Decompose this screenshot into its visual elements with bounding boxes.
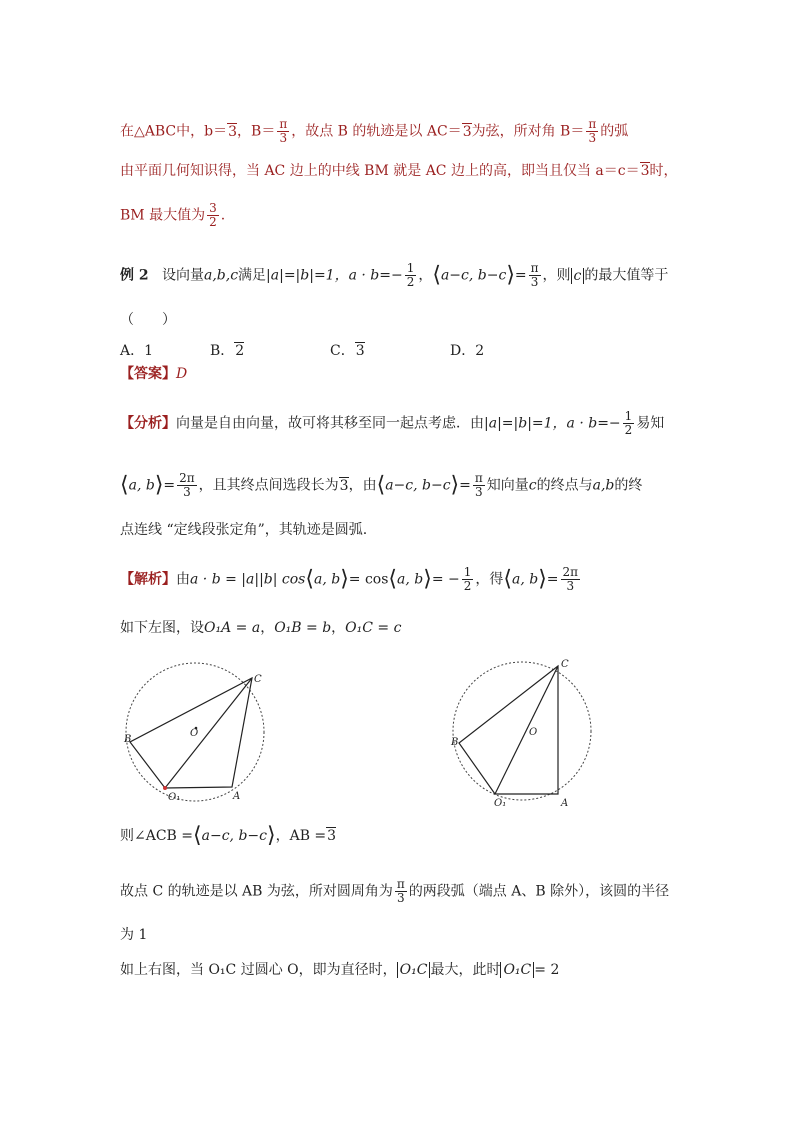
example-text: 设向量 — [161, 267, 204, 284]
frac-num: 1 — [406, 261, 415, 275]
label-c: C — [254, 674, 262, 685]
after-text: 最大，此时 — [430, 962, 501, 978]
solution-line: 【解析】由a · b = |a||b| cos⟨a, b⟩= cos⟨a, b⟩= − $\frac{1}{2}$ ，得⟨a, b⟩= $\frac{2\pi}{3}$ — [120, 565, 579, 593]
intro-line-1 — [120, 118, 628, 145]
vector-ab: a,b — [592, 477, 615, 494]
analysis-text: 易知 — [636, 415, 665, 432]
dot-expr: a · b = |a||b| cos — [190, 571, 306, 588]
intro-line-3 — [120, 202, 225, 229]
sqrt: 3 — [228, 123, 238, 140]
fraction — [473, 472, 485, 499]
setup-line — [120, 618, 401, 638]
intro-text: 时， — [649, 163, 678, 179]
option-label: C． — [330, 343, 355, 359]
frac-den: 3 — [397, 891, 405, 905]
frac-num: π — [474, 471, 483, 485]
option-c[interactable] — [330, 340, 365, 360]
fraction — [405, 262, 417, 289]
option-b[interactable] — [210, 340, 244, 360]
frac-num: 2π — [562, 565, 579, 579]
choice-paren: （ ） — [120, 312, 176, 328]
after-text: ，AB = — [275, 828, 327, 844]
fraction — [462, 566, 474, 593]
equals-neg: = − — [431, 571, 460, 588]
label-b: B — [124, 734, 132, 745]
vector-o1b: O₁B = b — [274, 620, 332, 636]
sqrt: 3 — [355, 343, 365, 359]
frac-den: 2 — [463, 579, 472, 593]
intro-text: 在△ABC中，b＝ — [120, 123, 228, 140]
analysis-text: 向量是自由向量，故可将其移至同一起点考虑．由 — [176, 415, 484, 432]
option-a[interactable] — [120, 340, 153, 360]
answer-tag: 【答案】 — [120, 366, 176, 382]
intro-text: ，B＝ — [237, 123, 276, 140]
after-line-3: 为 1 — [120, 927, 148, 943]
right-triangle — [459, 666, 558, 794]
label-o: O — [529, 727, 538, 738]
right-figure — [450, 655, 620, 810]
angle-expr: a−c, b−c — [201, 828, 267, 844]
angle-expr: a−c, b−c — [440, 267, 507, 284]
frac-den: 3 — [279, 131, 288, 145]
condition: |a|=|b|=1， — [484, 415, 567, 432]
frac-num: π — [279, 117, 288, 131]
equals: = — [163, 477, 176, 494]
o1c-norm: O₁C — [397, 962, 431, 978]
label-a: A — [233, 791, 241, 802]
frac-num: 1 — [624, 409, 633, 423]
solution-text: 由 — [176, 571, 190, 588]
label-a: A — [561, 798, 569, 809]
frac-num: 1 — [463, 565, 472, 579]
analysis-text: ，且其终点间选段长为 — [198, 477, 339, 494]
option-label: A．1 — [120, 343, 154, 359]
frac-den: 3 — [475, 485, 483, 499]
after-line-4 — [120, 960, 559, 980]
example-label: 例 2 — [120, 267, 149, 284]
fraction — [623, 410, 635, 437]
equals: = — [546, 571, 559, 588]
o1c-norm: O₁C — [500, 962, 534, 978]
example-text: ，则 — [542, 267, 571, 284]
left-seg-o1c — [165, 678, 252, 788]
analysis-text: 的终点与 — [536, 477, 593, 494]
after-text: 故点 C 的轨迹是以 AB 为弦，所对圆周角为 — [120, 883, 393, 900]
comma: ， — [331, 620, 346, 636]
after-line-1: 则∠ACB =⟨a−c, b−c⟩，AB =3 — [120, 823, 337, 848]
angle-expr: a, b — [397, 571, 424, 588]
after-text: = 2 — [534, 962, 560, 978]
frac-den: 2 — [406, 275, 415, 289]
fraction — [529, 262, 541, 289]
fraction — [177, 472, 197, 499]
analysis-tag: 【分析】 — [120, 415, 176, 432]
analysis-text: 知向量 — [486, 477, 529, 494]
option-label: D．2 — [450, 343, 485, 359]
after-text: 则∠ACB = — [120, 828, 194, 844]
example-line: 例 2 设向量a,b,c满足|a|=|b|=1，a · b=− $\frac{1}{2}$ ，⟨a−c, b−c⟩= $\frac{\pi}{3}$ ，则 c 的最大值等于 — [120, 261, 669, 289]
intro-text: . — [220, 207, 226, 224]
cos-expr: = cos — [348, 571, 389, 588]
label-b: B — [451, 737, 459, 748]
frac-den: 3 — [183, 485, 191, 499]
example-text: 满足 — [238, 267, 267, 284]
vector-list: a,b,c — [203, 267, 239, 284]
sqrt: 3 — [462, 123, 472, 140]
frac-num: π — [530, 261, 539, 275]
left-figure — [118, 660, 288, 810]
fraction — [395, 878, 407, 905]
fraction — [586, 118, 598, 145]
equals: = — [514, 267, 527, 284]
frac-num: 3 — [209, 201, 217, 215]
comma: ， — [418, 267, 433, 284]
after-text: 如上右图，当 O₁C 过圆心 O，即为直径时， — [120, 962, 397, 978]
sqrt: 3 — [640, 163, 650, 179]
vector-c: c — [528, 477, 537, 494]
analysis-line-2: ⟨a, b⟩= $\frac{2\pi}{3}$ ，且其终点间选段长为3，由⟨a−c, b−c⟩= $\frac{\pi}{3}$ 知向量c的终点与a,b的终 — [120, 471, 643, 499]
frac-den: 3 — [530, 275, 539, 289]
fraction — [277, 118, 289, 145]
frac-num: π — [396, 877, 405, 891]
analysis-text: ，由 — [348, 477, 377, 494]
option-label: B． — [210, 343, 235, 359]
frac-den: 2 — [209, 215, 217, 229]
c-norm: c — [571, 268, 585, 284]
sqrt: 2 — [235, 343, 245, 359]
setup-text: 如下左图，设 — [120, 620, 204, 636]
frac-num: π — [588, 117, 597, 131]
condition: |a|=|b|=1， — [266, 267, 349, 284]
intro-text: BM 最大值为 — [120, 207, 206, 224]
analysis-line-1 — [120, 410, 664, 437]
frac-den: 3 — [588, 131, 597, 145]
label-o1: O₁ — [168, 792, 181, 803]
frac-num: 2π — [179, 471, 195, 485]
after-line-2 — [120, 878, 669, 905]
vector-o1a: O₁A = a — [204, 620, 261, 636]
frac-den: 2 — [624, 423, 633, 437]
analysis-line-3: 点连线 “定线段张定角”，其轨迹是圆弧. — [120, 522, 368, 538]
left-o1-dot — [163, 786, 167, 790]
angle-expr: a, b — [511, 571, 539, 588]
example-text: 的最大值等于 — [584, 267, 669, 284]
answer-value: D — [176, 366, 188, 382]
dot-product: a · b=− — [566, 415, 621, 432]
intro-text: 为弦，所对角 B＝ — [471, 123, 585, 140]
label-o1: O₁ — [494, 798, 507, 809]
frac-den: 3 — [566, 579, 575, 593]
intro-line-2 — [120, 161, 678, 181]
angle-expr: a, b — [128, 477, 155, 494]
fraction — [561, 566, 581, 593]
fraction — [207, 202, 219, 229]
solution-tag: 【解析】 — [120, 571, 176, 588]
vector-o1c: O₁C = c — [345, 620, 402, 636]
label-o: O — [190, 728, 199, 739]
right-seg-o1c — [495, 666, 558, 794]
intro-text: ，故点 B 的轨迹是以 AC＝ — [291, 123, 462, 140]
answer-line — [120, 364, 187, 384]
minus: − — [390, 267, 403, 284]
comma: ， — [260, 620, 275, 636]
analysis-text: 的终 — [614, 477, 643, 494]
angle-expr: a−c, b−c — [385, 477, 451, 494]
intro-text: 的弧 — [600, 123, 629, 140]
sqrt: 3 — [327, 828, 337, 844]
after-text: 的两段弧（端点 A、B 除外），该圆的半径 — [408, 883, 670, 900]
angle-expr: a, b — [313, 571, 341, 588]
option-d[interactable] — [450, 340, 484, 360]
intro-text: 由平面几何知识得，当 AC 边上的中线 BM 就是 AC 边上的高，即当且仅当 a＝c＝ — [120, 163, 640, 179]
dot-product: a · b= — [348, 267, 391, 284]
label-c: C — [561, 659, 569, 670]
solution-text: ，得 — [475, 571, 504, 588]
sqrt: 3 — [339, 477, 349, 494]
